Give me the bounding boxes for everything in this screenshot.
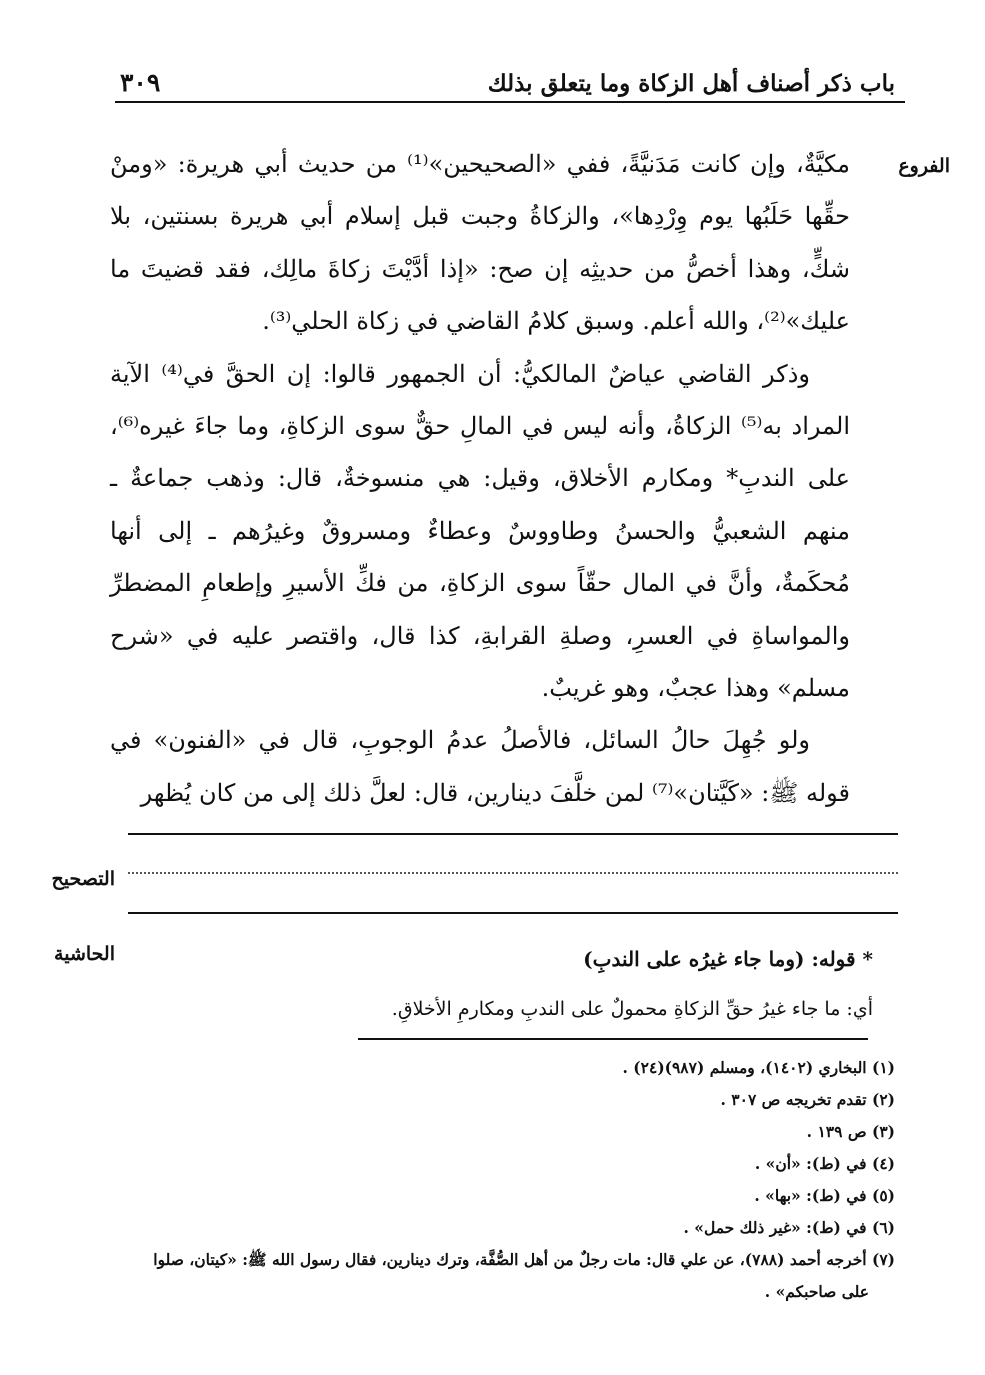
side-label-hashiya: الحاشية: [54, 943, 115, 965]
page-number: ٣٠٩: [120, 68, 161, 97]
running-header-title: باب ذكر أصناف أهل الزكاة وما يتعلق بذلك: [487, 70, 895, 97]
hashiya-question: * قوله: (وما جاء غيرُه على الندبِ): [583, 947, 873, 971]
main-paragraph: وذكر القاضي عياضٌ المالكيُّ: أن الجمهور قالوا: إن الحقَّ في⁽⁴⁾ الآية المراد به⁽⁵⁾ الزكاةُ، وأنه ليس في المالِ حقٌّ سوى الزكاةِ، وما جاءَ غيره⁽⁶⁾، على الندبِ* ومكارم الأخلاق، وقيل: هي منسوخةٌ، قال: وذهب جماعةٌ ـ منهم الشعبيُّ والحسنُ وطاووسٌ وعطاءٌ ومسروقٌ وغيرُهم ـ إلى أنها مُحكَمةٌ، وأنَّ في المال حقّاً سوى الزكاةِ، من فكِّ الأسيرِ وإطعامِ المضطرِّ والمواساةِ في العسرِ، وصلةِ القرابةِ، كذا قال، واقتصر عليه في «شرح مسلم» وهذا عجبٌ، وهو غريبٌ.: [110, 359, 850, 703]
hashiya-answer: أي: ما جاء غيرُ حقِّ الزكاةِ محمولٌ على الندبِ ومكارمِ الأخلاقِ.: [391, 998, 873, 1020]
footnote: (٦) في (ط): «غير ذلك حمل» .: [683, 1218, 895, 1237]
footnote-continuation: على صاحبكم» .: [764, 1282, 869, 1301]
side-label-tashih: التصحيح: [51, 868, 115, 890]
section-rule-bottom: [128, 912, 898, 914]
footnote: (٥) في (ط): «بها» .: [754, 1186, 895, 1205]
main-text: [110, 138, 850, 819]
footnote: (٣) ص ١٣٩ .: [806, 1122, 895, 1141]
hashiya-rule: [358, 1038, 868, 1040]
section-rule-top: [128, 833, 898, 835]
side-label-furu: الفروع: [898, 155, 950, 177]
main-paragraph: ولو جُهِلَ حالُ السائل، فالأصلُ عدمُ الوجوبِ، قال في «الفنون» في قوله ﷺ: «كَيَّتان»⁽⁷⁾ لمن خلَّفَ دينارين، قال: لعلَّ ذلك إلى من كان يُظهر: [110, 726, 850, 807]
footnote: (٧) أخرجه أحمد (٧٨٨)، عن علي قال: مات رجلٌ من أهل الصُّفَّة، وترك دينارين، فقال رسول الله ﷺ: «كيتان، صلوا: [153, 1250, 895, 1269]
footnotes: [105, 1052, 895, 1308]
footnote: (١) البخاري (١٤٠٢)، ومسلم (٩٨٧)(٢٤) .: [622, 1058, 895, 1077]
footnote: (٢) تقدم تخريجه ص ٣٠٧ .: [720, 1090, 895, 1109]
tashih-dotted-line: [128, 872, 898, 874]
footnote: (٤) في (ط): «أن» .: [754, 1154, 895, 1173]
header-rule: [115, 101, 905, 103]
main-paragraph: مكيَّةٌ، وإن كانت مَدَنيَّةً، ففي «الصحيحين»⁽¹⁾ من حديث أبي هريرة: «ومنْ حقِّها حَلَبُها يوم وِرْدِها»، والزكاةُ وجبت قبل إسلام أبي هريرة بسنتين، بلا شكٍّ، وهذا أخصُّ من حديثِه إن صح: «إذا أدَّيْتَ زكاةَ مالِك، فقد قضيتَ ما عليك»⁽²⁾، والله أعلم. وسبق كلامُ القاضي في زكاة الحلي⁽³⁾.: [110, 150, 851, 336]
